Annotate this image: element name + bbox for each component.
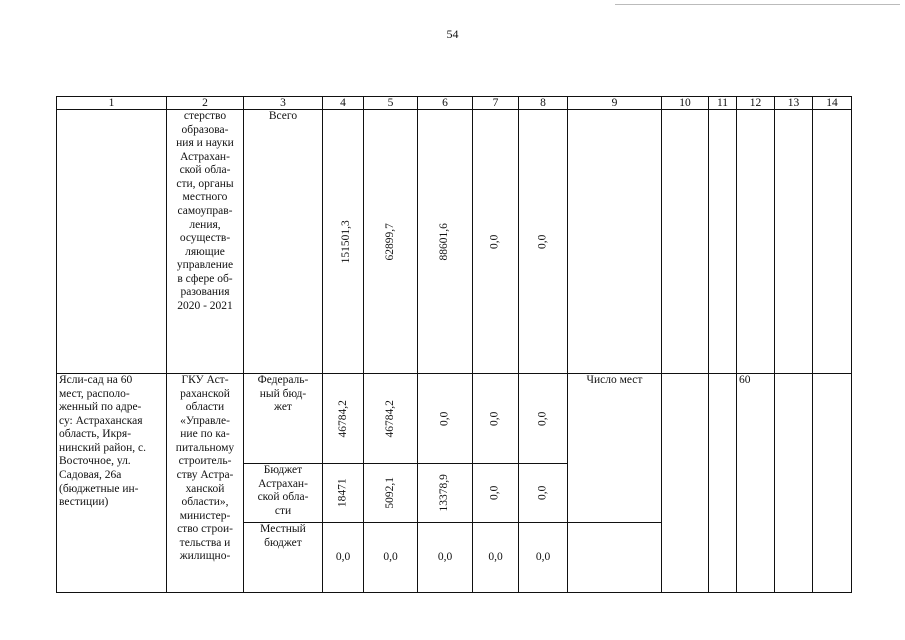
total-col6: 88601,6 [418, 110, 473, 374]
regional-col5: 5092,1 [364, 464, 418, 523]
col-header-4: 4 [323, 97, 364, 110]
object-name-cell-empty [57, 110, 167, 374]
indicator-name: Число мест [568, 374, 662, 523]
total-col4: 151501,3 [323, 110, 364, 374]
federal-col5: 46784,2 [364, 374, 418, 464]
col-header-10: 10 [662, 97, 709, 110]
budget-table [56, 96, 852, 593]
col-header-1: 1 [57, 97, 167, 110]
federal-budget-row [57, 374, 852, 464]
local-col6: 0,0 [418, 523, 473, 593]
executor-cell-2: ГКУ Аст- раханской области «Управле- ние по ка- питальному строитель- ству Астра- ханской области», министер- ство строи- тельства и жилищно- [167, 374, 244, 593]
column-numbers-row [57, 97, 852, 110]
executor-cell: стерство образова- ния и науки Астрахан- ской обла- сти, органы местного самоуправ- ления, осуществ- ляющие управление в сфере об- разования 2020 - 2021 [167, 110, 244, 374]
federal-col8: 0,0 [519, 374, 568, 464]
regional-col4: 18471 [323, 464, 364, 523]
col-header-12: 12 [737, 97, 775, 110]
indicator-value: 60 [737, 374, 775, 593]
col-header-8: 8 [519, 97, 568, 110]
col-header-13: 13 [775, 97, 813, 110]
funding-source-total: Всего [244, 110, 323, 374]
federal-col4: 46784,2 [323, 374, 364, 464]
local-col8: 0,0 [519, 523, 568, 593]
local-col5: 0,0 [364, 523, 418, 593]
federal-col7: 0,0 [473, 374, 519, 464]
funding-source-local: Местный бюджет [244, 523, 323, 593]
regional-col7: 0,0 [473, 464, 519, 523]
total-row [57, 110, 852, 374]
local-col4: 0,0 [323, 523, 364, 593]
col-header-7: 7 [473, 97, 519, 110]
col-header-3: 3 [244, 97, 323, 110]
object-name-cell: Ясли-сад на 60 мест, располо- женный по адре- су: Астраханская область, Икря- нинский район, с. Восточное, ул. Садовая, 26а (бюджетные ин- вестиции) [57, 374, 167, 593]
col-header-9: 9 [568, 97, 662, 110]
regional-col8: 0,0 [519, 464, 568, 523]
col-header-6: 6 [418, 97, 473, 110]
regional-col6: 13378,9 [418, 464, 473, 523]
top-edge-line [615, 4, 900, 5]
col-header-14: 14 [813, 97, 852, 110]
col-header-2: 2 [167, 97, 244, 110]
col-header-11: 11 [709, 97, 737, 110]
page-number: 54 [446, 27, 459, 41]
total-col7: 0,0 [473, 110, 519, 374]
total-col5: 62899,7 [364, 110, 418, 374]
col-header-5: 5 [364, 97, 418, 110]
funding-source-federal: Федераль- ный бюд- жет [244, 374, 323, 464]
funding-source-regional: Бюджет Астрахан- ской обла- сти [244, 464, 323, 523]
total-col8: 0,0 [519, 110, 568, 374]
federal-col6: 0,0 [418, 374, 473, 464]
local-col7: 0,0 [473, 523, 519, 593]
